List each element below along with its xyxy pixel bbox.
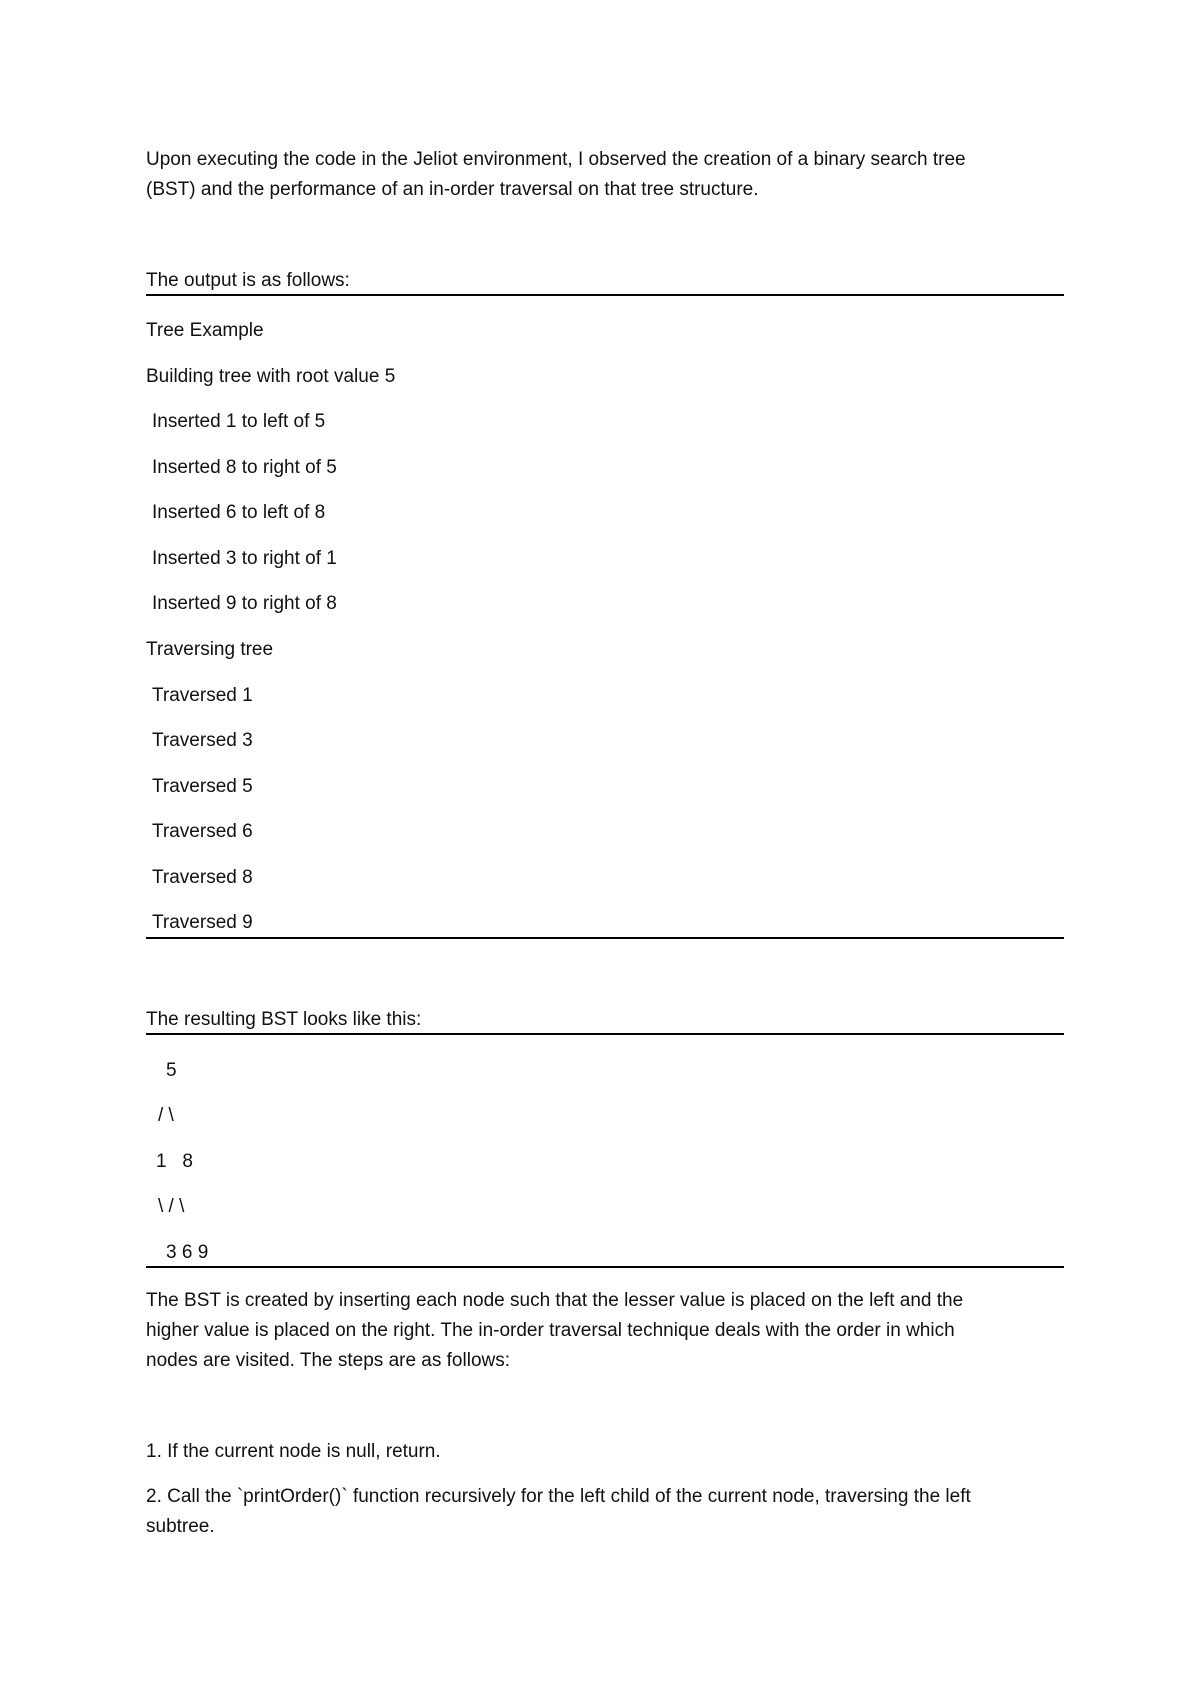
explanation-line-3: nodes are visited. The steps are as follows: (146, 1350, 511, 1371)
output-bottom-rule (146, 937, 1064, 939)
intro-line-2: (BST) and the performance of an in-order traversal on that tree structure. (146, 179, 759, 200)
bst-diagram-line: / \ (158, 1105, 174, 1126)
bst-top-rule (146, 1033, 1064, 1035)
output-line: Traversed 1 (152, 685, 253, 706)
bst-diagram-line: 3 6 9 (166, 1242, 209, 1263)
output-line: Traversed 8 (152, 867, 253, 888)
bst-heading: The resulting BST looks like this: (146, 1009, 422, 1030)
output-line: Inserted 1 to left of 5 (152, 411, 326, 432)
step-2-line-2: subtree. (146, 1516, 215, 1537)
step-1: 1. If the current node is null, return. (146, 1441, 441, 1462)
output-line: Tree Example (146, 320, 264, 341)
output-line: Traversed 5 (152, 776, 253, 797)
output-line: Traversed 6 (152, 821, 253, 842)
output-line: Building tree with root value 5 (146, 366, 396, 387)
output-line: Traversing tree (146, 639, 274, 660)
step-2-line-1: 2. Call the `printOrder()` function recursively for the left child of the current node, traversing the left (146, 1486, 971, 1507)
bst-bottom-rule (146, 1266, 1064, 1268)
output-line: Inserted 8 to right of 5 (152, 457, 337, 478)
output-line: Inserted 3 to right of 1 (152, 548, 337, 569)
bst-diagram-line: 1 8 (156, 1151, 193, 1172)
intro-line-1: Upon executing the code in the Jeliot environment, I observed the creation of a binary search tree (146, 149, 966, 170)
output-heading: The output is as follows: (146, 270, 350, 291)
bst-diagram-line: 5 (166, 1060, 177, 1081)
explanation-line-1: The BST is created by inserting each node such that the lesser value is placed on the left and the (146, 1290, 964, 1311)
output-top-rule (146, 294, 1064, 296)
bst-diagram-line: \ / \ (158, 1196, 185, 1217)
output-line: Traversed 3 (152, 730, 253, 751)
output-line: Traversed 9 (152, 912, 253, 933)
output-line: Inserted 9 to right of 8 (152, 593, 337, 614)
explanation-line-2: higher value is placed on the right. The in-order traversal technique deals with the order in which (146, 1320, 955, 1341)
output-line: Inserted 6 to left of 8 (152, 502, 326, 523)
